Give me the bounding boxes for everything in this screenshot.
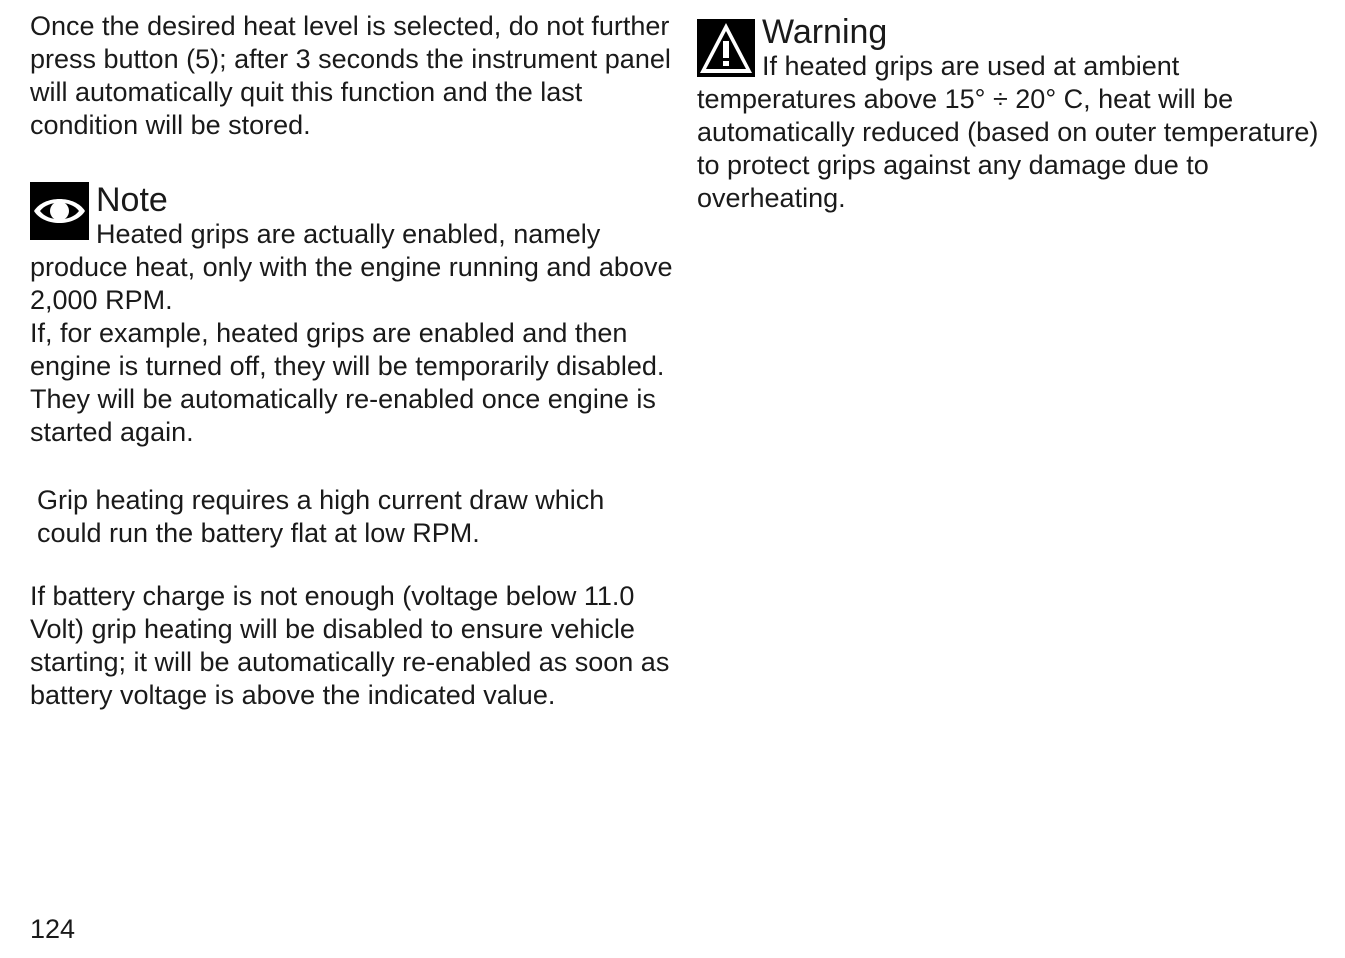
page-number: 124 [30,914,76,944]
note-body: produce heat, only with the engine running and above 2,000 RPM. If, for example, heated grips are enabled and then engine is turned off, they will be temporarily disabled. They will be automatically re-enabled once engine is started again. [30,252,673,447]
eye-icon [30,182,89,240]
left-column [30,10,675,712]
warning-body: temperatures above 15° ÷ 20° C, heat will be automatically reduced (based on outer temperature) to protect grips against any damage due to overheating. [697,84,1319,213]
warning-title: Warning [762,13,888,51]
grip-heating-paragraph: Grip heating requires a high current draw which could run the battery flat at low RPM. [37,485,605,548]
note-block [30,178,675,449]
note-body-first-line: Heated grips are actually enabled, namely [96,219,601,249]
intro-paragraph: Once the desired heat level is selected, do not further press button (5); after 3 seconds the instrument panel will automatically quit this function and the last condition will be stored. [30,11,671,140]
warning-body-first-line: If heated grips are used at ambient [762,51,1180,81]
right-column [697,10,1337,215]
note-title: Note [96,181,168,219]
warning-triangle-icon [697,19,755,77]
warning-block [697,10,1337,215]
battery-paragraph: If battery charge is not enough (voltage below 11.0 Volt) grip heating will be disabled to ensure vehicle starting; it will be automatically re-enabled as soon as battery voltage is above the indicated value. [30,581,670,710]
